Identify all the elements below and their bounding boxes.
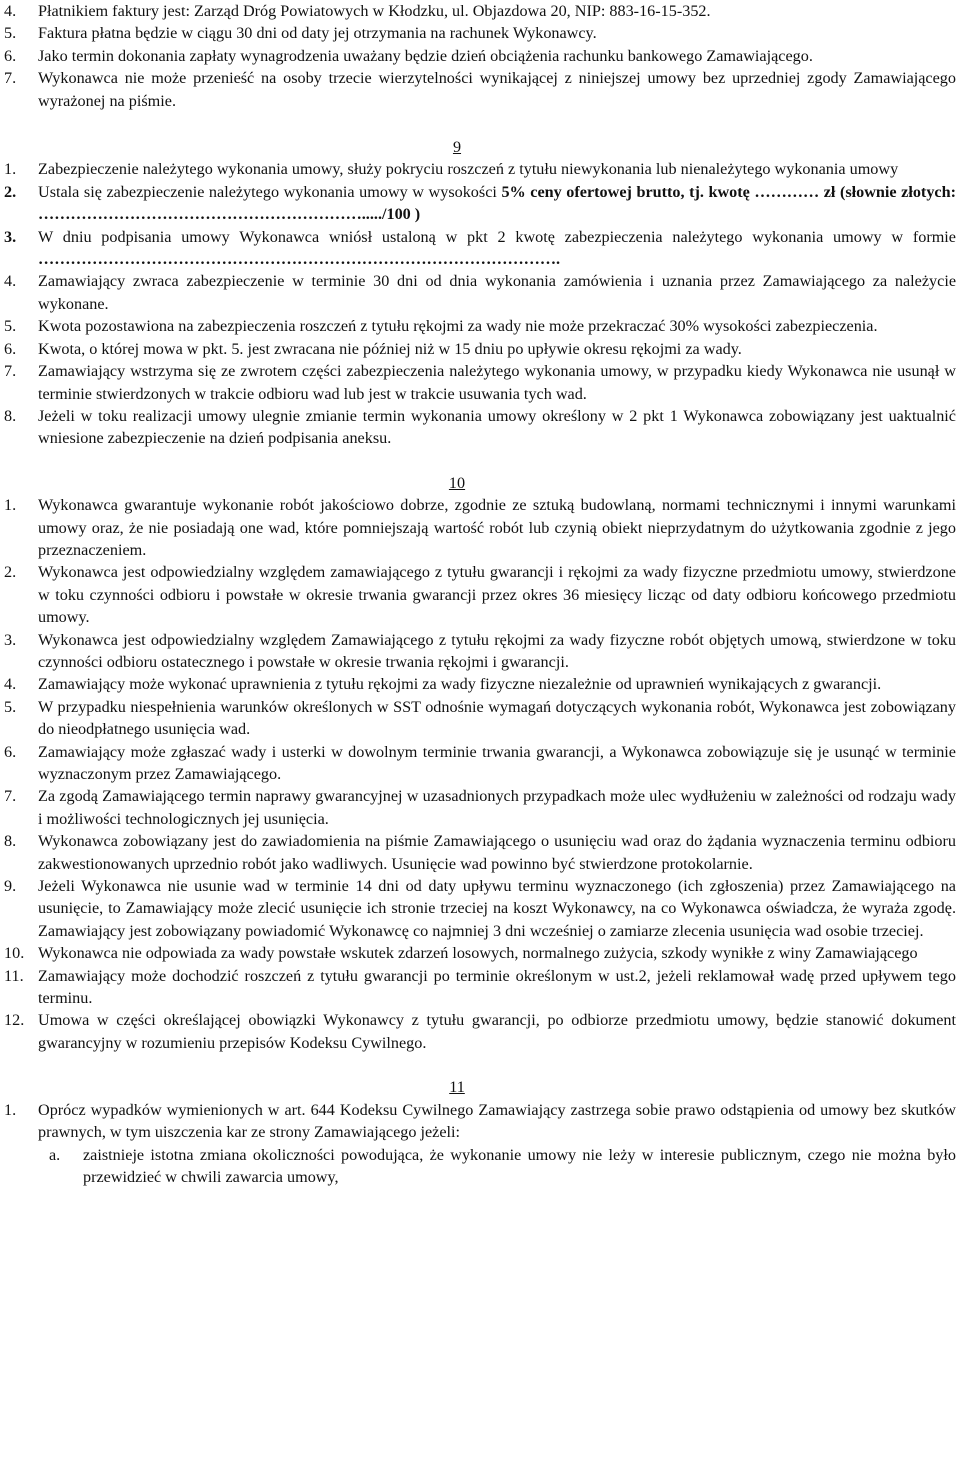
item-text: Wykonawca gwarantuje wykonanie robót jakościowo dobrze, zgodnie ze sztuką budowlaną, normami technicznymi i innymi warunkami umowy oraz, że nie posiadają one wad, które pomniejszają wartość robót lub czynią obiekt nieprzydatnym do użytkowania zgodnie z jego przeznaczeniem. (38, 496, 956, 559)
spacer (4, 112, 960, 136)
spacer (4, 450, 960, 472)
section-8-tail (4, 0, 960, 112)
item-text: Umowa w części określającej obowiązki Wykonawcy z tytułu gwarancji, po odbiorze przedmiotu umowy, będzie stanowić dokument gwarancyjny w rozumieniu przepisów Kodeksu Cywilnego. (38, 1011, 956, 1052)
item-text-bold: ……………………………………………………………………………………. (38, 250, 561, 269)
item-number: 1. (4, 496, 17, 515)
item-number: 1. (4, 160, 17, 179)
item-number: 8. (4, 406, 17, 425)
item-text-bold: 5% ceny ofertowej brutto, tj. kwotę ………… zł (słownie złotych: ……………………………………………………...../100 ) (38, 182, 956, 224)
item-number: 8. (4, 832, 17, 851)
item-number: 1. (4, 1100, 17, 1119)
sub-list-item (4, 1144, 960, 1189)
item-text-regular: Ustala się zabezpieczenie należytego wykonania umowy w wysokości (38, 182, 502, 201)
item-number: 6. (4, 339, 17, 358)
item-text: Wykonawca jest odpowiedzialny względem zamawiającego z tytułu gwarancji i rękojmi za wady fizyczne przedmiotu umowy, stwierdzone w toku czynności odbioru i powstałe w okresie trwania gwarancji przez okres 36 miesięcy licząc od daty odbioru końcowego przedmiotu umowy. (38, 563, 956, 627)
item-number: 10. (4, 944, 25, 963)
section-number: 9 (452, 138, 462, 157)
item-text: Jeżeli w toku realizacji umowy ulegnie zmianie termin wykonania umowy określony w 2 pkt 1 Wykonawca zobowiązany jest uaktualnić wniesione zabezpieczenie na dzień podpisania aneksu. (38, 406, 956, 448)
item-text: Wykonawca jest odpowiedzialny względem Zamawiającego z tytułu rękojmi za wady fizyczne robót objętych umową, stwierdzone w toku czynności odbioru ostatecznego i powstałe w okresie trwania rękojmi i gwarancji. (38, 630, 956, 671)
list-item (4, 67, 960, 112)
item-number: 4. (4, 272, 17, 291)
item-number: 4. (4, 2, 17, 20)
list-item (4, 629, 960, 674)
list-item (4, 673, 960, 695)
item-text (38, 181, 960, 226)
section-10 (4, 472, 960, 1055)
item-number: 12. (4, 1011, 25, 1030)
item-text: Zamawiający może zgłaszać wady i usterki w dowolnym terminie trwania gwarancji, a Wykonawca zobowiązuje się je usunąć w terminie wyznaczonym przez Zamawiającego. (38, 742, 956, 783)
list-item (4, 942, 960, 964)
list-item (4, 0, 960, 22)
item-number: 5. (4, 697, 17, 716)
item-number: 7. (4, 69, 17, 88)
item-text: Płatnikiem faktury jest: Zarząd Dróg Powiatowych w Kłodzku, ul. Objazdowa 20, NIP: 883-16-15-352. (38, 2, 711, 20)
list-item (4, 270, 960, 315)
item-text: zaistnieje istotna zmiana okoliczności powodująca, że wykonanie umowy nie leży w interesie publicznym, czego nie można było przewidzieć w chwili zawarcia umowy, (83, 1145, 956, 1186)
item-number: 3. (4, 630, 17, 649)
item-text: Zamawiający może wykonać uprawnienia z tytułu rękojmi za wady fizyczne niezależnie od uprawnień wynikających z gwarancji. (38, 675, 882, 694)
item-letter: a. (49, 1145, 61, 1164)
item-number: 6. (4, 46, 17, 65)
item-number: 7. (4, 362, 17, 381)
list-item (4, 561, 960, 628)
item-number: 11. (4, 966, 24, 985)
item-number: 3. (4, 227, 17, 246)
item-text: Wykonawca nie odpowiada za wady powstałe wskutek zdarzeń losowych, normalnego zużycia, szkody wynikłe z winy Zamawiającego (38, 944, 918, 963)
item-number: 7. (4, 787, 17, 806)
section-heading (4, 136, 960, 158)
item-text (38, 226, 960, 271)
section-9 (4, 136, 960, 450)
list-item (4, 965, 960, 1010)
section-heading (4, 1076, 960, 1098)
item-text: Wykonawca nie może przenieść na osoby trzecie wierzytelności wynikającej z niniejszej umowy bez uprzedniej zgody Zamawiającego wyrażonej na piśmie. (38, 69, 956, 110)
item-number: 6. (4, 742, 17, 761)
item-number: 4. (4, 675, 17, 694)
list-item (4, 22, 960, 44)
item-text: Za zgodą Zamawiającego termin naprawy gwarancyjnej w uzasadnionych przypadkach może ulec wydłużeniu w zależności od rodzaju wady i możliwości technologicznych jej usunięcia. (38, 787, 956, 828)
item-text: Zamawiający wstrzyma się ze zwrotem części zabezpieczenia należytego wykonania umowy, w przypadku kiedy Wykonawca nie usunął w terminie stwierdzonych w trakcie odbioru wad lub jest w trakcie usuwania tych wad. (38, 362, 956, 403)
list-item (4, 741, 960, 786)
section-number: 10 (448, 473, 466, 492)
list-item (4, 315, 960, 337)
list-item (4, 181, 960, 226)
item-text: W przypadku niespełnienia warunków określonych w SST odnośnie wymagań dotyczących wykonania robót, Wykonawca jest zobowiązany do nieodpłatnego usunięcia wad. (38, 697, 956, 739)
list-item (4, 1009, 960, 1054)
list-item (4, 875, 960, 942)
item-text: Jako termin dokonania zapłaty wynagrodzenia uważany będzie dzień obciążenia rachunku bankowego Zamawiającego. (38, 46, 813, 65)
list-item (4, 1099, 960, 1144)
item-number: 2. (4, 563, 17, 582)
list-item (4, 830, 960, 875)
item-text: Zamawiający może dochodzić roszczeń z tytułu gwarancji po terminie określonym w ust.2, jeżeli reklamował wadę przed upływem tego terminu. (38, 966, 956, 1008)
list-item (4, 785, 960, 830)
item-text-regular: W dniu podpisania umowy Wykonawca wniósł ustaloną w pkt 2 kwotę zabezpieczenia należytego wykonania umowy w formie (38, 227, 956, 246)
item-text: Wykonawca zobowiązany jest do zawiadomienia na piśmie Zamawiającego o usunięciu wad oraz do żądania wyznaczenia terminu odbioru zakwestionowanych uprzednio robót jako wadliwych. Usunięcie wad powinno być stwierdzone protokolarnie. (38, 832, 956, 873)
list-item (4, 494, 960, 561)
section-number: 11 (449, 1078, 465, 1097)
item-text: Zabezpieczenie należytego wykonania umowy, służy pokryciu roszczeń z tytułu niewykonania lub nienależytego wykonania umowy (38, 160, 899, 179)
list-item (4, 360, 960, 405)
list-item (4, 158, 960, 180)
list-item (4, 226, 960, 271)
list-item (4, 696, 960, 741)
item-text: Kwota pozostawiona na zabezpieczenia roszczeń z tytułu rękojmi za wady nie może przekraczać 30% wysokości zabezpieczenia. (38, 317, 878, 336)
item-text: Jeżeli Wykonawca nie usunie wad w terminie 14 dni od daty upływu terminu wyznaczonego (ich zgłoszenia) przez Zamawiającego na usunięcie, to Zamawiający może zlecić usunięcie ich stronie trzeciej na koszt Wykonawcy, na co Wykonawca oświadcza, że wyraża zgodę. Zamawiający jest zobowiązany powiadomić Wykonawcę co najmniej 3 dni wcześniej o zamiarze zlecenia usunięcia wad osobie trzeciej. (38, 877, 956, 940)
item-number: 5. (4, 317, 17, 336)
spacer (4, 1054, 960, 1076)
list-item (4, 45, 960, 67)
list-item (4, 338, 960, 360)
list-item (4, 405, 960, 450)
section-11 (4, 1076, 960, 1188)
item-number: 9. (4, 877, 17, 896)
item-text: Kwota, o której mowa w pkt. 5. jest zwracana nie później niż w 15 dniu po upływie okresu rękojmi za wady. (38, 339, 742, 358)
item-number: 5. (4, 24, 17, 43)
item-text: Oprócz wypadków wymienionych w art. 644 Kodeksu Cywilnego Zamawiający zastrzega sobie prawo odstąpienia od umowy bez skutków prawnych, w tym uiszczenia kar ze strony Zamawiającego jeżeli: (38, 1100, 956, 1142)
section-heading (4, 472, 960, 494)
item-text: Faktura płatna będzie w ciągu 30 dni od daty jej otrzymania na rachunek Wykonawcy. (38, 24, 597, 43)
item-text: Zamawiający zwraca zabezpieczenie w terminie 30 dni od dnia wykonania zamówienia i uznania przez Zamawiającego za należycie wykonane. (38, 272, 956, 313)
item-number: 2. (4, 182, 17, 201)
